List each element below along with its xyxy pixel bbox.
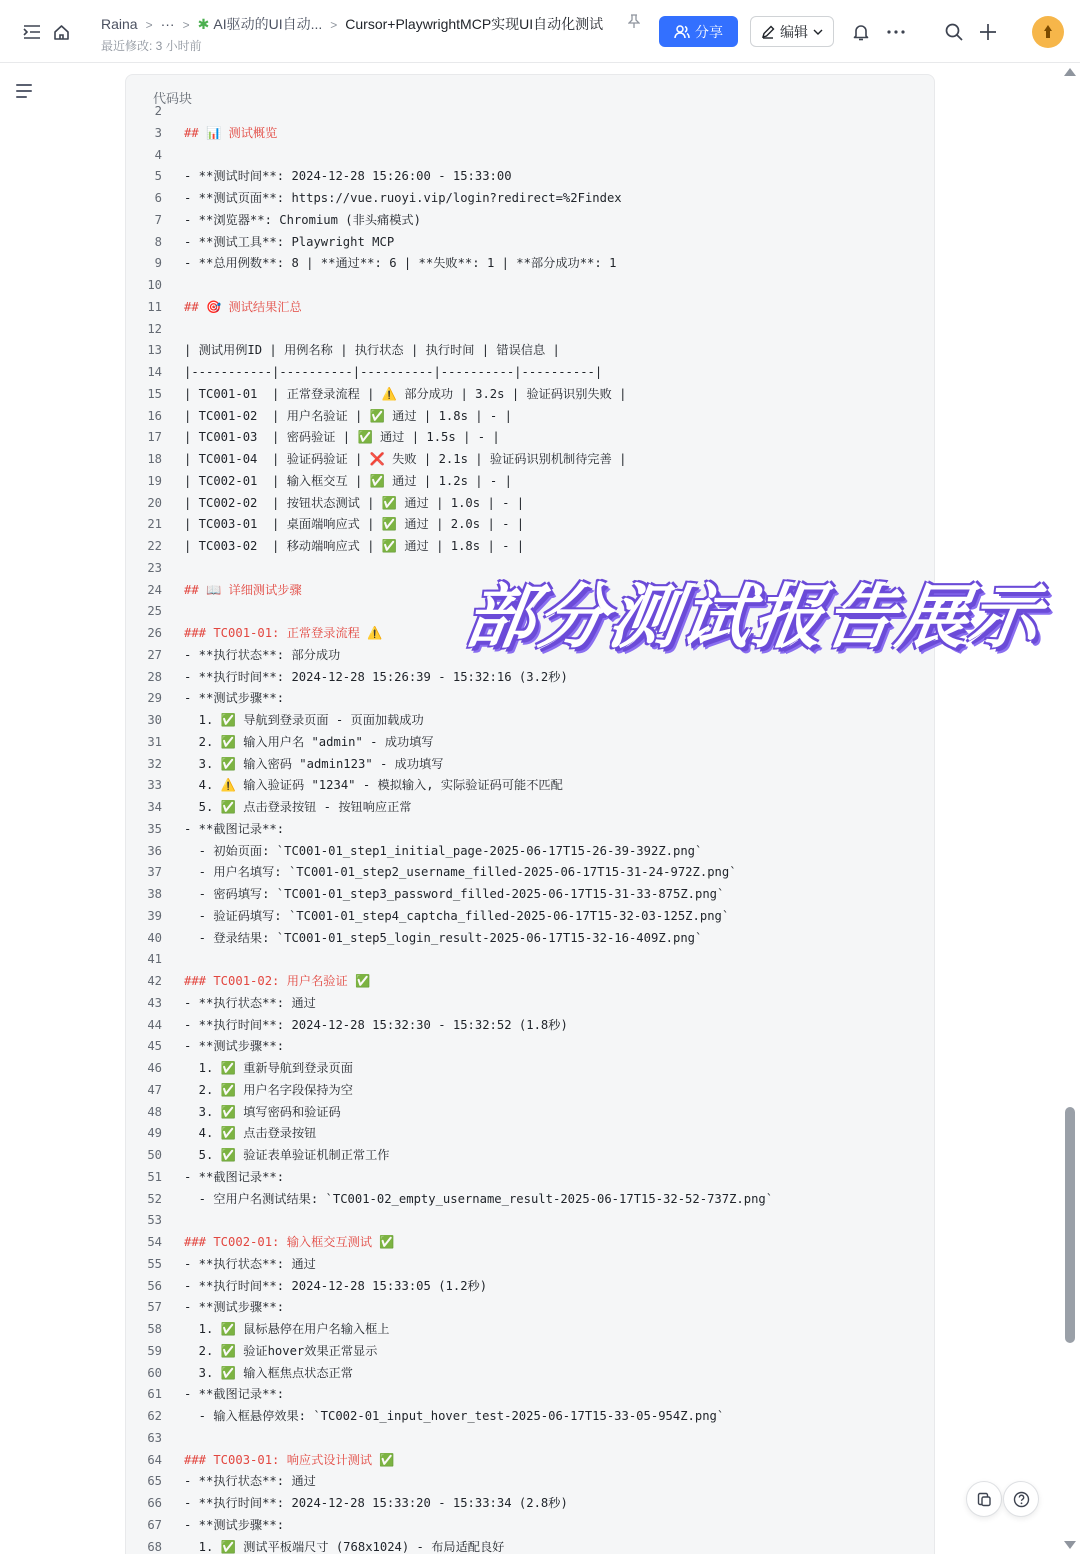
line-number: 41 [147,952,162,967]
line-number: 4 [154,147,162,162]
code-line [126,274,935,296]
line-number: 30 [147,713,162,727]
breadcrumb [101,14,603,34]
line-text: |-----------|----------|----------|----------|----------| [184,365,603,379]
code-line [126,1362,935,1384]
code-line [126,861,935,883]
line-text: | TC002-01 | 输入框交互 | ✅ 通过 | 1.2s | - | [184,473,512,488]
line-text: ### TC002-01: 输入框交互测试 ✅ [184,1235,395,1249]
line-number: 62 [147,1409,162,1423]
line-text: 1. ✅ 重新导航到登录页面 [184,1061,353,1075]
share-label: 分享 [695,23,723,40]
scroll-up-icon[interactable] [1064,68,1076,76]
line-text: - **浏览器**: Chromium (非头痛模式) [184,212,421,227]
line-text: - **执行状态**: 部分成功 [184,647,341,662]
code-line [126,731,935,753]
line-text: ### TC001-02: 用户名验证 ✅ [184,974,371,988]
line-text: - 密码填写: `TC001-01_step3_password_filled-2025-06-17T15-31-33-875Z.png` [184,887,725,901]
line-text: 5. ✅ 点击登录按钮 - 按钮响应正常 [184,800,412,814]
home-icon[interactable] [49,20,73,44]
chevron-right-icon: > [182,18,190,32]
line-text: | 测试用例ID | 用例名称 | 执行状态 | 执行时间 | 错误信息 | [184,343,560,358]
sparkle-icon: ✱ [197,16,210,32]
line-text: - **测试步骤**: [184,1039,285,1054]
line-number: 2 [154,104,162,118]
line-text: - **截图记录**: [184,1169,285,1184]
line-text: ### TC003-01: 响应式设计测试 ✅ [184,1452,395,1467]
line-number: 22 [147,539,162,553]
line-number: 26 [147,626,162,640]
code-line [126,753,935,775]
line-number: 55 [147,1256,162,1271]
code-line [126,666,935,688]
line-text: 1. ✅ 测试平板端尺寸 (768x1024) - 布局适配良好 [184,1539,505,1554]
outline-icon[interactable] [16,84,36,102]
code-line [126,905,935,927]
breadcrumb-item-owner[interactable]: Raina [101,16,138,32]
line-text: - **执行时间**: 2024-12-28 15:33:05 (1.2秒) [184,1278,488,1293]
line-text: - **执行时间**: 2024-12-28 15:32:30 - 15:32:52 (1.8秒) [184,1017,568,1032]
line-number: 52 [147,1191,162,1206]
line-number: 68 [147,1539,162,1554]
code-line [126,448,935,470]
line-number: 64 [147,1452,162,1467]
line-number: 24 [147,582,162,597]
line-text: | TC001-02 | 用户名验证 | ✅ 通过 | 1.8s | - | [184,408,512,423]
line-text: ## 🎯 测试结果汇总 [184,299,302,314]
line-number: 7 [154,212,162,227]
line-number: 25 [147,604,162,619]
line-text: | TC003-02 | 移动端响应式 | ✅ 通过 | 1.8s | - | [184,539,525,553]
code-line [126,1014,935,1036]
code-line [126,1449,935,1471]
line-text: - 验证码填写: `TC001-01_step4_captcha_filled-2025-06-17T15-32-03-125Z.png` [184,908,730,923]
line-text: - **测试步骤**: [184,1300,285,1315]
code-line [126,948,935,970]
line-number: 51 [147,1169,162,1184]
line-number: 23 [147,560,162,575]
code-line [126,1470,935,1492]
code-line [126,1427,935,1449]
collapse-sidebar-icon[interactable] [20,20,44,44]
line-number: 6 [154,191,162,205]
line-text: ## 📖 详细测试步骤 [184,582,302,597]
line-number: 29 [147,691,162,706]
line-text: 2. ✅ 验证hover效果正常显示 [184,1343,378,1358]
last-modified: 最近修改: 3 小时前 [101,39,202,53]
chevron-right-icon: > [145,18,153,32]
line-number: 32 [147,756,162,771]
line-number: 33 [147,778,162,793]
banner-text: 部分测试报告展示 [459,575,1047,658]
code-line [126,426,935,448]
code-line [126,535,935,557]
code-line [126,1122,935,1144]
chevron-down-icon [813,28,823,36]
line-number: 9 [154,256,162,271]
line-number: 15 [147,386,162,401]
line-text: - 空用户名测试结果: `TC001-02_empty_username_result-2025-06-17T15-32-52-737Z.png` [184,1191,774,1206]
code-line [126,1514,935,1536]
line-number: 40 [147,930,162,945]
code-line [126,1231,935,1253]
line-text: 3. ✅ 输入框焦点状态正常 [184,1365,353,1380]
code-line [126,405,935,427]
code-line [126,927,935,949]
code-line [126,122,935,144]
line-text: - **测试页面**: https://vue.ruoyi.vip/login?redirect=%2Findex [184,191,622,205]
code-line [126,231,935,253]
line-number: 58 [147,1322,162,1336]
chevron-right-icon: > [330,18,338,32]
line-number: 47 [147,1082,162,1097]
line-text: | TC001-03 | 密码验证 | ✅ 通过 | 1.5s | - | [184,430,500,445]
code-line [126,1101,935,1123]
code-block [125,74,935,1554]
line-text: - **测试时间**: 2024-12-28 15:26:00 - 15:33:00 [184,169,512,184]
code-line [126,1079,935,1101]
line-number: 48 [147,1104,162,1119]
plus-icon[interactable] [976,20,1000,44]
code-line [126,144,935,166]
line-number: 61 [147,1387,162,1402]
code-line [126,818,935,840]
code-line [126,513,935,535]
line-text: | TC003-01 | 桌面端响应式 | ✅ 通过 | 2.0s | - | [184,517,525,532]
code-line [126,1253,935,1275]
breadcrumb-item-folder[interactable]: AI驱动的UI自动... [213,16,323,32]
line-number: 56 [147,1278,162,1293]
line-text: - 初始页面: `TC001-01_step1_initial_page-2025-06-17T15-26-39-392Z.png` [184,843,703,858]
line-number: 16 [147,408,162,423]
code-line [126,1166,935,1188]
line-text: 4. ⚠️ 输入验证码 "1234" - 模拟输入, 实际验证码可能不匹配 [184,778,563,793]
rocket-icon [1041,24,1055,40]
line-number: 60 [147,1365,162,1380]
code-line [126,339,935,361]
code-line [126,1275,935,1297]
line-number: 49 [147,1126,162,1141]
code-line [126,709,935,731]
line-text: - **截图记录**: [184,1387,285,1402]
line-number: 57 [147,1300,162,1315]
line-text: 1. ✅ 鼠标悬停在用户名输入框上 [184,1322,390,1336]
line-text: ## 📊 测试概览 [184,125,278,140]
scroll-down-icon[interactable] [1064,1541,1076,1549]
line-text: - **执行时间**: 2024-12-28 15:26:39 - 15:32:16 (3.2秒) [184,669,568,684]
line-number: 37 [147,865,162,880]
code-line [126,296,935,318]
code-line [126,970,935,992]
code-line [126,1536,935,1554]
line-number: 5 [154,169,162,184]
code-line [126,796,935,818]
code-line [126,361,935,383]
code-line [126,1318,935,1340]
line-number: 31 [147,734,162,749]
line-number: 13 [147,343,162,358]
pencil-icon [761,25,775,39]
users-icon [674,25,690,39]
code-line [126,1340,935,1362]
code-line [126,383,935,405]
code-line [126,1057,935,1079]
line-number: 38 [147,887,162,901]
line-number: 44 [147,1017,162,1032]
code-line [126,1296,935,1318]
line-text: | TC001-04 | 验证码验证 | ❌ 失败 | 2.1s | 验证码识别机制待完善 | [184,452,627,466]
line-text: 3. ✅ 输入密码 "admin123" - 成功填写 [184,756,444,771]
line-number: 18 [147,452,162,466]
top-bar [0,0,1080,63]
line-text: - **执行状态**: 通过 [184,1474,316,1489]
avatar[interactable] [1032,16,1064,48]
line-number: 34 [147,800,162,814]
line-number: 42 [147,974,162,988]
code-line [126,209,935,231]
edit-label: 编辑 [780,23,808,40]
line-text: | TC001-01 | 正常登录流程 | ⚠️ 部分成功 | 3.2s | 验证码识别失败 | [184,386,627,401]
code-line [126,187,935,209]
line-number: 35 [147,821,162,836]
line-text: - **截图记录**: [184,821,285,836]
line-number: 53 [147,1213,162,1228]
line-number: 59 [147,1343,162,1358]
line-number: 17 [147,430,162,445]
line-number: 43 [147,995,162,1010]
line-number: 19 [147,473,162,488]
line-text: - 登录结果: `TC001-01_step5_login_result-2025-06-17T15-32-16-409Z.png` [184,930,703,945]
line-number: 10 [147,278,162,292]
code-line [126,774,935,796]
code-line [126,1383,935,1405]
breadcrumb-item-more[interactable]: ··· [160,16,175,32]
line-text: - **执行状态**: 通过 [184,995,316,1010]
code-line [126,100,935,122]
line-text: - 输入框悬停效果: `TC002-01_input_hover_test-2025-06-17T15-33-05-954Z.png` [184,1409,725,1423]
copy-icon[interactable] [966,1481,1002,1517]
line-number: 28 [147,669,162,684]
edit-button[interactable] [750,16,834,47]
line-text: - 用户名填写: `TC001-01_step2_username_filled-2025-06-17T15-31-24-972Z.png` [184,865,737,880]
code-line [126,840,935,862]
line-number: 50 [147,1148,162,1162]
overlay-banner [448,566,1060,656]
code-line [126,687,935,709]
search-icon[interactable] [942,20,966,44]
code-line [126,883,935,905]
code-line [126,1188,935,1210]
line-number: 45 [147,1039,162,1054]
line-text: - **测试步骤**: [184,1517,285,1532]
line-number: 11 [147,299,162,314]
line-number: 65 [147,1474,162,1489]
code-line [126,492,935,514]
code-line [126,318,935,340]
breadcrumb-item-doc[interactable]: Cursor+PlaywrightMCP实现UI自动化测试 [345,16,604,32]
line-number: 3 [154,125,162,140]
line-text: - **执行时间**: 2024-12-28 15:33:20 - 15:33:34 (2.8秒) [184,1496,568,1510]
help-icon[interactable] [1003,1481,1039,1517]
code-block-title: 代码块 [153,91,193,106]
line-text: - **测试工具**: Playwright MCP [184,234,395,249]
code-line [126,1209,935,1231]
line-number: 67 [147,1517,162,1532]
line-number: 21 [147,517,162,532]
code-line [126,1144,935,1166]
line-text: 5. ✅ 验证表单验证机制正常工作 [184,1148,390,1162]
line-text: - **测试步骤**: [184,691,285,706]
line-number: 14 [147,365,162,379]
line-number: 36 [147,843,162,858]
line-number: 46 [147,1061,162,1075]
code-line [126,992,935,1014]
line-number: 8 [154,234,162,249]
line-number: 66 [147,1496,162,1510]
line-text: 2. ✅ 用户名字段保持为空 [184,1082,353,1097]
line-text: - **总用例数**: 8 | **通过**: 6 | **失败**: 1 | **部分成功**: 1 [184,256,617,271]
line-number: 27 [147,647,162,662]
line-number: 12 [147,321,162,336]
line-number: 54 [147,1235,162,1249]
code-line [126,470,935,492]
more-icon[interactable] [884,20,908,44]
code-line [126,1492,935,1514]
share-button[interactable] [659,16,738,47]
line-number: 39 [147,908,162,923]
line-number: 63 [147,1430,162,1445]
code-line [126,165,935,187]
code-line [126,252,935,274]
line-text: 1. ✅ 导航到登录页面 - 页面加载成功 [184,713,424,727]
line-text: 2. ✅ 输入用户名 "admin" - 成功填写 [184,734,434,749]
line-text: 4. ✅ 点击登录按钮 [184,1126,317,1141]
code-line [126,1405,935,1427]
line-text: 3. ✅ 填写密码和验证码 [184,1104,341,1119]
line-text: | TC002-02 | 按钮状态测试 | ✅ 通过 | 1.0s | - | [184,495,525,510]
scrollbar-thumb[interactable] [1065,1107,1075,1343]
line-text: - **执行状态**: 通过 [184,1256,316,1271]
line-text: ### TC001-01: 正常登录流程 ⚠️ [184,626,383,640]
line-number: 20 [147,495,162,510]
code-line [126,1035,935,1057]
pin-icon[interactable] [628,14,640,31]
bell-icon[interactable] [849,20,873,44]
